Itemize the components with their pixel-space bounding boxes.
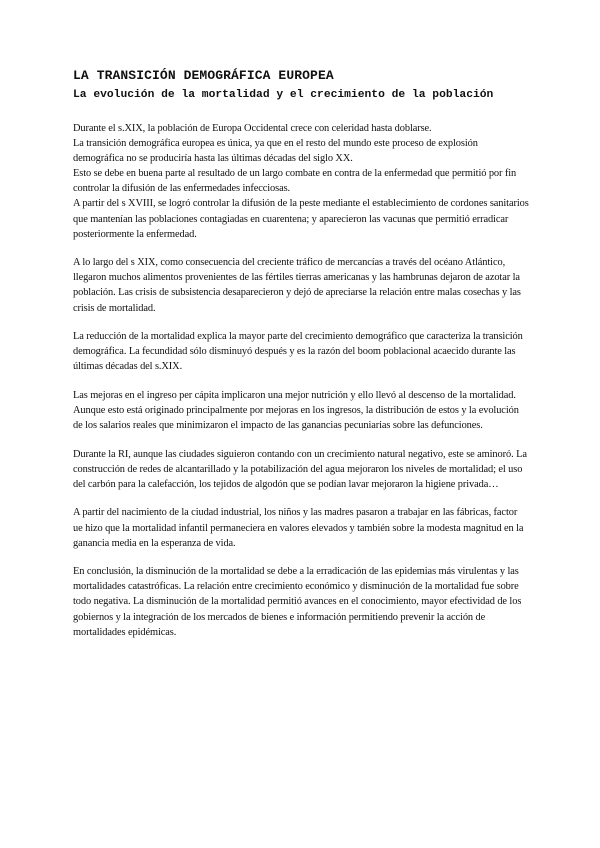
- document-body: [73, 121, 529, 653]
- body-paragraph: En conclusión, la disminución de la mortalidad se debe a la erradicación de las epidemias más virulentas y las mortalidades catastróficas. La relación entre crecimiento económico y disminución de la mortalidad fue sobre todo negativa. La disminución de la mortalidad permitió avances en el conocimiento, mayor efectividad de los gobiernos y la integración de los mercados de bienes e información permitiendo prevenir la acción de mortalidades epidémicas.: [73, 566, 522, 638]
- intro-line: La transición demográfica europea es única, ya que en el resto del mundo este proceso de explosión demográfica no se produciría hasta las últimas décadas del siglo XX.: [73, 138, 478, 165]
- intro-paragraph: [73, 121, 529, 242]
- document-heading: [73, 68, 543, 103]
- body-paragraph: La reducción de la mortalidad explica la mayor parte del crecimiento demográfico que caracteriza la transición demográfica. La fecundidad sólo disminuyó después y es la razón del boom poblacional acaecido durante las últimas décadas del s.XIX.: [73, 331, 523, 373]
- body-paragraph: Durante la RI, aunque las ciudades siguieron contando con un crecimiento natural negativo, este se aminoró. La construcción de redes de alcantarillado y la potabilización del agua mejoraron los niveles de mortalidad; el uso del carbón para la calefacción, los tejidos de algodón que se podían lavar mejoraron la higiene privada…: [73, 448, 527, 490]
- intro-line: A partir del s XVIII, se logró controlar la difusión de la peste mediante el establecimiento de cordones sanitarios que mantenían las poblaciones contagiadas en cuarentena; y aparecieron las vacunas que permitió erradicar posteriormente la enfermedad.: [73, 198, 529, 240]
- intro-line: Durante el s.XIX, la población de Europa Occidental crece con celeridad hasta doblarse.: [73, 123, 432, 134]
- body-paragraph: A lo largo del s XIX, como consecuencia del creciente tráfico de mercancías a través del océano Atlántico, llegaron muchos alimentos provenientes de las fértiles tierras americanas y las hambrunas dejaron de azotar la población. Las crisis de subsistencia desaparecieron y dejó de apreciarse la relación entre malas cosechas y las crisis de mortalidad.: [73, 257, 521, 314]
- document-title: LA TRANSICIÓN DEMOGRÁFICA EUROPEA: [73, 68, 334, 83]
- intro-line: Esto se debe en buena parte al resultado de un largo combate en contra de la enfermedad que permitió por fin controlar la difusión de las enfermedades infecciosas.: [73, 168, 517, 195]
- document-subtitle: La evolución de la mortalidad y el crecimiento de la población: [73, 89, 494, 101]
- body-paragraph: A partir del nacimiento de la ciudad industrial, los niños y las madres pasaron a trabajar en las fábricas, factor ue hizo que la mortalidad infantil permaneciera en valores elevados y también sobre la modesta magnitud en la ganancia media en la esperanza de vida.: [73, 507, 524, 549]
- body-paragraph: Las mejoras en el ingreso per cápita implicaron una mejor nutrición y ello llevó al descenso de la mortalidad. Aunque esto está originado principalmente por mejoras en los ingresos, la distribución de estos y la evolución de los salarios reales que minimizaron el impacto de las ganancias pecuniarias sobre las defunciones.: [73, 389, 519, 432]
